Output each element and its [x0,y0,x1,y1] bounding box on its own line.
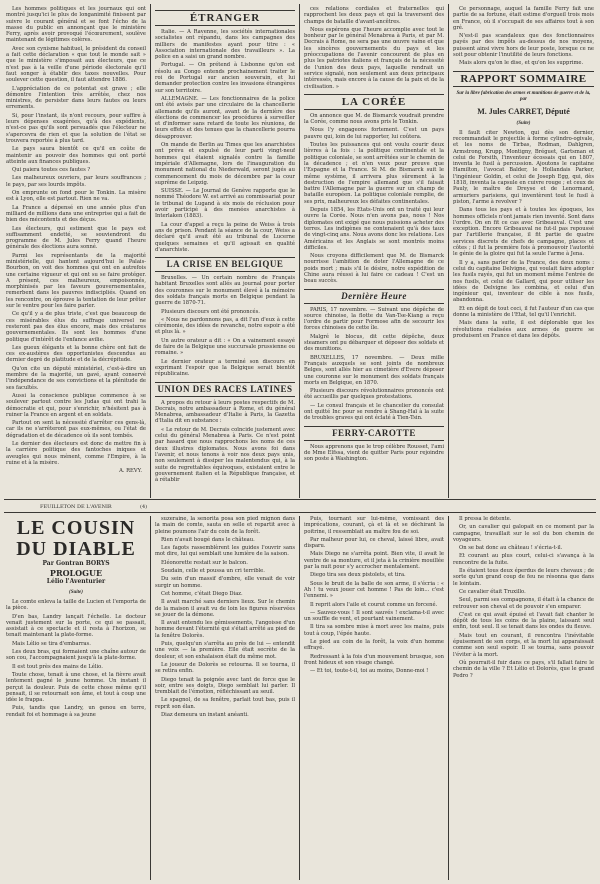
paragraph: Ils étaient tous deux éperdus de leurs chevaux ; de sorte qu'un grand coup de feu ne résonna que dans le lointain. [453,568,594,587]
section-title-etranger: ÉTRANGER [155,10,295,26]
paragraph: Le pied au coin de la forêt, la voix d'un homme effrayé. [304,639,444,652]
section-divider [4,512,596,513]
paragraph: Puis, tournant sur lui-même, vomissant des imprécations, courant, çà et là et se déchirant la poitrine, il ressemblait au maître fou de soi. [304,516,444,535]
feuilleton-suite: (Suite) [69,590,83,595]
paragraph: Qu'on cite un député ministériel, c'est-à-dire un membre de la majorité, un gavé, ayant conservé l'indépendance de ses convictions et la plénitude de ses facultés. [6,365,146,391]
column-divider [299,4,300,498]
paragraph: Toute chose, tenait à une chose, et la fièvre avait lentement gagné le jeune homme. Un instant il perçut la douleur. Puis de cette chose même qu'il pensait, il se retournait son âme, et tout à coup une idée le frappa. [6,671,146,704]
paragraph: Ce qu'il y a de plus triste, c'est que beaucoup de ces misérables élus du suffrage universel ne resteront pas des élus encore, mais des créatures gouvernementales. Ils sont les hommes d'une politique d'intérêt de l'enfance avilie. [6,311,146,343]
union-body [155,400,295,484]
feuilleton-label: FEUILLETON DE L'AVENIR [40,504,112,510]
section-divider [4,499,596,500]
feuilleton-body-4 [453,516,594,679]
paragraph: Le dernier orateur a terminé son discours en exprimant l'espoir que la Belgique serait bientôt républicaine. [155,358,295,378]
paragraph: SUISSE. — Le Journal de Genève rapporte que le nommé Théodore W. est arrivé au commissariat pour le tribunal de Lugand à six mois de réclusion pour avoir participé à des menées anarchistes à Interlaken (1883). [155,188,295,220]
paragraph: Depuis 1854, les Etats-Unis ont un traité qui leur ouvre la Corée. Nous n'en avons pas, nous ! Nos diplomates ont exigé que nous puissions acheter des terres. Les indigènes ne contenaient qu'à des taux de vingt-cinq ans. Nous avons donc les relations. Les Américains et les Anglais se sont montrés moins difficiles. [304,207,444,251]
column-divider [448,516,449,880]
paragraph: Ce cavalier était Truxillo. [459,588,526,595]
paragraph: — Et toi, toute-t-il, toi au moins, Donne-moi ! [310,668,429,675]
paragraph: Or, un cavalier qui galopait en ce moment par la campagne, travaillait sur le sol du bon chemin de voyageurs. [453,524,594,543]
paragraph: Il avait entendu les gémissements, l'angoisse d'un homme devant l'éternité qui s'était arrêté au pied de la fenêtre Dolorès. [155,620,295,639]
paragraph: La France a dépensé en une année plus d'un milliard de millions dans une entreprise qui a fait de bien des mécontents et des déçus. [6,204,146,224]
section-title-derniere-heure: Dernière Heure [304,289,444,304]
column-editorial [6,6,146,500]
paragraph: Mais tout en courant, il rencontra l'inévitable épuisement de son corps, et la mort lui apparaissait comme son seul espoir. Il se tourna, sans pouvoir l'éviter à la mort. [453,632,594,658]
paragraph: Mais dans la suite, il est déplorable que les révolutions réalisées aux armes de guerre se produisent en France et dans les dépôts. [453,320,594,339]
paragraph: Rien n'avait bougé dans le château. [161,536,255,543]
paragraph: Dans tous les pays et à toutes les époques, les hommes officiels n'ont jamais rien inventé. Sont dans l'ordre. On en fit ce cas avec Gribeauval. C'est une exception. Encore Gribeauval ne fut-il pas repoussé par l'artillerie française, il fit partie de quatre services discrets de chefs de campagne, places et côtes ; il fut la première fois à promouvoir l'autorité le génie de la gloire qui fut la seule l'arme à Jena. [453,207,594,258]
section-title-coree: LA CORÉE [304,94,444,110]
feuilleton-number: (4) [140,504,148,510]
etranger-body [155,29,295,253]
paragraph: — Sauvez-vous ! Il sont sauvés ! exclama-t-il avec un souffle de vent, et pourtant vainement. [304,609,444,623]
paragraph: Les hommes politiques et les journaux qui ont montré jusqu'ici le plus de longanimité finissent par suivre le courant général et se font l'écho de la masse du public en annonçant que le ministère Ferry, après avoir provoqué l'écœurement, soulève maintenant de légitimes colères. [6,6,146,44]
feuilleton-strip [0,502,600,512]
ferry-continued-body [453,6,594,67]
paragraph: Le dernier des électeurs est donc de mettre fin à la carrière politique des fantoches iniques et aveugles qui nous mènent, comme l'Empire, à la ruine et à la misère. [6,441,146,466]
paragraph: Mais Diego ne s'arrêta point. Bien vite, il avait le ventre de sa monture, et il jeta à la crinière mouillée par la nuit pour s'y accrocher mentalement. [304,551,444,571]
paragraph: Le joueur de Dolorès se retourna. Il se tourna, il se retira enfin. [155,661,295,675]
rapport-author: M. Jules CARRET, Député [477,106,570,116]
paragraph: PARIS, 17 novembre. — Suivant une dépêche de source chinoise, la flotte du Van-Tse-Kiang a reçu l'ordre de partir pour Formose afin de secourir les forces chinoises de cette île. [304,306,444,332]
feuilleton-body-3 [304,516,444,675]
paragraph: Ce personnage, auquel la famille Ferry fait une partie de sa fortune, était estime d'orgueil trois mois en France, où il s'occupait de ses affaires tout à son gré. [453,6,594,31]
paragraph: Plusieurs discours révolutionnaires prononcés ont été accueillis par quelques protestations. [304,388,444,401]
column-coree [304,6,444,500]
editorial-signature: A. REVY. [119,468,142,475]
feuilleton-column-2 [155,516,295,880]
section-title-crise-belgique: LA CRISE EN BELGIQUE [155,257,295,272]
paragraph: Mais Lélio se tira d'embarras. [12,640,91,647]
editorial-body [6,6,146,466]
paragraph: Toutes les puissances qui ont voulu courir deux lièvres à la fois : la politique continentale et la politique coloniale, se sont arrêtées sur le chemin de la décadence ; et n'en veux pour preuve que l'Espagne et la France. Si M. de Bismarck suit le même système, il arrivera plus sûrement à la destruction de l'empire allemand que s'il faisait battre l'Allemagne par la guerre sur un champ de bataille européen. La politique coloniale remplie, de ses prix, malheureux les défaites continentales. [304,142,444,205]
paragraph: Il fault citer Newton, qui dès son dernier, recommandait le projectile à forme cylindro-ogivale, et les noms de Tirbas, Rodman, Dahlgren, Armstrong, Krupp, Montigny, Bréguet, Gartsman et celui de Forsith, l'inventeur écossais qui en 1807, inventa le fusil à percussion. Ajoutons le capitaine Hamilton, l'avocat Balder, le Hollandais Parker, l'ingénieur Goldin, et celui de Joseph Egg, qui, dès 1818, inventa la capsule en cuivre rouge ; et ceux de Pauly, le maître de Dreyse et de Lenormand, armuriers parisiens, qui inventèrent tout le fusil à piston, l'arme à revolver ? [453,129,594,205]
paragraph: Nous espérons que l'heure accomplie avec tout le bonheur par le général Menabrea à Paris, et par M. Decrais à Rome, ne sera pas une œuvre vaine et que les sincères gouvernements du pays et les préoccupations de l'avenir concourent de plus en plus les patriotes italiens et français de la nécessité de l'union des deux pays, laquelle rendrait un service signalé, non seulement aux deux principaux intéressés, mais encore à la cause de la paix et de la civilisation. » [304,26,444,90]
paragraph: Les fagots rassemblèrent les guides l'ouvrir sans mot dire, lui qui semblait une lumière de la saison. [155,545,295,558]
column-divider [299,516,300,880]
paragraph: La cour d'appel a reçu la peine de Weiss à trois ans de prison. Pendant la séance de la cour, Weiss a déclaré qu'il avait été au tribunal de Lucerne quelques semaines et qu'il agissait en qualité d'anarchiste. [155,221,295,253]
ferry-carotte-body [304,444,444,463]
section-title-ferry-carotte: FERRY-CAROTTE [304,426,444,441]
paragraph: Il est tout près des mains de Lélio. [12,663,103,670]
paragraph: C'est ce qui avait épuisé et l'avait fait chanter le dépôt de tous les coins de la plaine, laissant seul enfin, tout seul. Il se tenait dans les ondes du fleuve. [453,611,594,631]
paragraph: Où pourrait-il fuir dans ce pays, s'il fallait faire le chemin de la ville ? Et Lélio et Dolorès, que le grand Pedro ? [453,659,594,679]
paragraph: Un autre orateur a dit : « On a vainement essayé de faire de la Belgique une succursale prussienne ou romaine. » [155,337,295,357]
feuilleton-body-1 [6,599,146,718]
paragraph: ces relations cordiales et fraternelles qui rapprochent les deux pays et qui la traversent des champs de bataille d'avant-ancêtres. [304,6,444,25]
paragraph: Le pays saura bientôt ce qu'il en coûte de maintenir au pouvoir des hommes qui ont porté atteinte aux finances publiques. [6,146,146,165]
rapport-subtitle: Sur la libre fabrication des armes et munitions de guerre et de la, par [456,90,591,102]
column-divider [150,516,151,880]
paragraph: Italie. — A Ravenne, les sociétés internationales socialistes ont répandu, dans les campagnes des milliers de manifestes ayant pour titre : « Association internationale des travailleurs ». La police en a saisi un grand nombre. [155,29,295,61]
paragraph: Les gueux élégants et la bonne chère ont fait de ces ex-austères des opportunistes descendus au dernier degré de platitude et de la décrépitude. [6,344,146,364]
feuilleton-body-2 [155,516,295,718]
crise-body [155,275,295,377]
feuilleton-title: LE COUSIN DU DIABLE [16,517,136,560]
paragraph: Parmi les représentants de la majorité ministérielle, qui hantent aujourd'hui le Palais-Bourbon, on voit des hommes qui ont en autrefois une certaine vigueur et qui ont su se faire protéger. A présent, ces malheureux, empoisonnés, morphinisés par les faveurs gouvernementales, remerbent dans les pauvres indiscipliés. Quand on les rencontre, on éprouve la tentation de leur prêter sur le ventre pour les faire parler. [6,252,146,310]
coree-body [304,113,444,285]
paragraph: ALLEMAGNE. — Les fonctionnaires de la police ont été avisés par une circulaire de la chancellerie allemande qu'ils auront, avant de la dernière des élections de commencer les procédures à surveiller et d'informer sans retard de toute les réunions, de leurs effets et des tenues que la chancellerie pourra désapprouver. [155,95,295,140]
paragraph: Mais alors qu'on le dise, et qu'on les supprime. [459,60,584,67]
feuilleton-column-3 [304,516,444,880]
paragraph: BRUXELLES, 17 novembre. — Deux mille Français auxquels se sont joints de nombreux Belges, sont allés hier au cimetière d'Evere déposer une couronne sur le monument des soldats français morts en Belgique, en 1870. [304,354,444,386]
paragraph: Et en dépit de tout ceci, il fut l'auteur d'un cas que donne la ministère de l'Etat, tel qu'il l'enrichit. [453,305,594,318]
column-foreign-news [155,6,295,500]
paragraph: On annonce que M. de Bismarck voudrait prendre la Corée, comme nous avons pris le Tonkin. [304,112,444,126]
paragraph: Le spagnol, de sa fenêtre, parlait tout bas, puis il reprit son élan. [155,697,295,710]
column-divider [448,4,449,498]
paragraph: Les malheureux ouvriers, par leurs souffrances ; le pays, par ses lourds impôts. [6,175,146,188]
paragraph: Et courant au plus court, celui-ci s'avança à la rencontre de la fuite. [453,553,594,566]
paragraph: D'en bas, Landry lançait l'échelle. Le docteur venait justement sur la porte, ce qui se passait, assistait à ce spectacle et il resta à l'horizon, se tenait maintenant la plate-forme. [6,613,146,639]
paragraph: « Nous ne pardonnons pas, a dit l'un d'eux à cette cérémonie, des idées de revanche, notre espoir a été et plus là. » [155,316,295,336]
paragraph: Le comte enleva la taille de Lucien et l'emporta de la pièce. [6,599,146,612]
paragraph: Malgré le blocus, dit cette dépêche, deux steamers ont pu débarquer et déposer des soldats et des munitions. [304,333,444,353]
paragraph: Par malheur pour lui, ce cheval, laissé libre, avait disparu. [304,536,444,550]
paragraph: Portugal. — On prétend à Lisbonne qu'on est résolu au Congo entends prochainement traiter le roi de Portugal sur ancien souverain, et lui demander protection contre les invasions étrangères sur son territoire. [155,62,295,94]
paragraph: Il y a, sans parler de la France, des deux noms : celui du capitaine Delvigne, qui voulait faire adopter les fusils rayés, qui fut un moment même l'entrée de nos fusils, et celui de Gallard, qui pour utiliser les idées de Delvigne les combina, et celui d'un ingénieur qui, inventeur de cible à nos fusils, abandonna. [453,259,594,304]
paragraph: Soudain, celle et poussa un cri terrible. [161,568,265,575]
union-continued-body [304,6,444,90]
column-rapport [453,6,594,500]
rapport-suite: (Suite) [516,120,531,126]
paragraph: Nous l'y engageons fortement. C'est un pays pauvre qui, loin de lui rapporter, lui coûtera. [304,127,444,140]
paragraph: Il pressa le détente. [459,516,512,522]
paragraph: On emprunte on fond pour le Tonkin. La misère est à Lyon, elle est partout. Rien ne va. [6,190,146,203]
paragraph: Cet homme, c'était Diego Diaz. [161,590,243,597]
feuilleton-column-1 [6,516,146,880]
feuilleton-part: PROLOGUE [49,568,103,578]
paragraph: Diego tenait la poignée avec tant de force que le soir, entre ses doigts, Diego semblait lui parler. Il tremblait de l'émotion, réfléchissant au seuil. [155,676,295,696]
paragraph: Diaz demeura un instant anéanti. [161,712,249,719]
paragraph: Avec son cynisme habituel, le président du conseil a fait cette déclaration « que tout le monde sait » que le ministère s'imposait aux électeurs, que ce n'est pas à la veille d'une période électorale qu'il faut songer à établir des taxes nouvelles. Pour soulever cette question, il faut attendre 1886. [6,45,146,84]
paragraph: A propos du retour à leurs postes respectifs de M. Decrais, notre ambassadeur à Rome, et du général Menabrea, ambassadeur d'Italie à Paris, la Gazetta d'Italia dit en substance : [155,399,295,425]
paragraph: — Le consul français et le chancelier du consulat ont quitté Inc pour se rendre à Shang-Haï à la suite de troubles graves qui ont éclaté à Tien-Tsin. [304,402,444,422]
paragraph: Redressant à la fois d'un mouvement brusque, son front hideux et son visage changé. [304,653,444,666]
paragraph: Si, pour l'instant, ils n'ont recours, pour suffire à leurs dépenses exagérées, qu'à des expédients, n'est-ce pas qu'ils sont persuadés que l'électeur ne s'apercevra de rien et que la solution de l'état se trouvera reportée à plus tard. [6,112,146,144]
section-title-rapport-sommaire: RAPPORT SOMMAIRE [453,71,594,87]
paragraph: Partout on sent la nécessité d'arrêter ces gens-là, car ils ne s'arrêteront pas eux-mêmes, ou l'état de dégradation et de décadence où ils sont tombés. [6,420,146,439]
paragraph: Sous le bruit de la balle de son arme, il s'écria : « Ah ! tu veux jouer cet homme ! Pas de loin... c'est l'ennemi. » [304,580,444,600]
paragraph: Nous apprenons que le trop célèbre Rousset, l'ami de Mme Elfssa, vient de quitter Paris pour rejoindre son poste à Washington. [304,443,444,463]
paragraph: Du sein d'un massif d'ombre, elle venait de voir surgir un homme. [155,576,295,589]
paragraph: N'est-il pas scandaleux que des fonctionnaires payés par des impôts au-dessus de nos moyens, puissent ainsi vivre hors de leur poste, lorsque ce ne soit pour obtenir l'inutilité de leurs fonctions. [453,33,594,59]
paragraph: Plusieurs discours ont été prononcés. [161,308,260,315]
paragraph: Nous croyons difficilement que M. de Bismarck nourrisse l'ambition de doter l'Allemagne de ce poids mort ; mais s'il le désire, notre expédition de Chine aura réussi à lui faire ce cadeau ! C'est un beau succès. [304,253,444,285]
column-divider [150,4,151,498]
paragraph: Il reprit alors l'aile et courut comme un forcené. [310,601,438,608]
feuilleton-author: Par Gontran BORYS [42,560,110,567]
rapport-body [453,130,594,340]
paragraph: Eléonorette restait sur le balcon. [161,559,248,566]
paragraph: On se bat donc au château ! s'écria-t-il. [459,545,563,552]
paragraph: Aussi la conscience publique commence à se soulever partout contre les Judas qui ont trahi la démocratie et qui, pour s'enrichir, n'hésitent pas à ruiner la France en argent et en soldats. [6,392,146,418]
paragraph: Bruxelles. — Un certain nombre de Français habitant Bruxelles sont allés au journal pour porter des couronnes sur le monument élevé à la mémoire des soldats français morts en Belgique pendant la guerre de 1870-71. [155,275,295,307]
paragraph: Puis, tandis que Landry, un genou en terre, rendait foi et hommage à sa jeune [6,705,146,718]
paragraph: Diego tira ses deux pistolets, et tira. [310,572,406,579]
feuilleton-chapter: Lélio l'Aventurier [46,578,106,585]
paragraph: Puis, quelqu'un s'arrêta au près de lui — entendit une voix — la première. Elle était secrète de la douleur, et son exhalaison était du même mot. [155,641,295,660]
paragraph: « Le retour de M. Decrais coïncide justement avec celui du général Menabrea à Paris. Ce n'est point par hasard que nous rapprochons les noms de ces deux illustres diplomates. Nous avons foi dans l'avenir, et nous tenons à voir nos deux pays unis, non seulement à dissiper les malentendus qui, à la suite de regrettables équivoques, existaient entre le gouvernement italien et la République française, et à rétablir [155,426,295,484]
paragraph: On mande de Berlin au Times que les anarchistes ont prévu et expulsé de leur parti vingt-neuf hommes qui étaient signalés contre la famille impériale d'Allemagne, lors de l'inauguration du monument national du Niederwald, seront jugés au commencement du mois de décembre par la cour suprême de Leipzig. [155,142,295,186]
paragraph: Seul, parmi ses compagnons, il était à la chance de retrouver son cheval et de pouvoir s'en emparer. [453,597,594,610]
feuilleton-column-4 [453,516,594,880]
paragraph: Les deux bras, qui formaient une chaîne autour de son cou, l'accompagnaient jusqu'à la plate-forme. [6,649,146,662]
paragraph: Il tira sa sombre mise à mort avec les mains, puis tout à coup, l'épée haute. [304,624,444,637]
paragraph: Qui paiera toutes ces fautes ? [12,167,91,174]
section-title-union-races-latines: UNION DES RACES LATINES [155,382,295,397]
paragraph: L'appréciation de ce potentat est grave ; elle démontre l'intention très arrêtée, chez nos ministres, de persister dans leurs fautes ou leurs errements. [6,85,146,111]
derniere-heure-body [304,307,444,422]
paragraph: Il avait marché sans derniers lieux. Sur le chemin de la maison il avait vu de loin les figures réservées se jouer de la démone. [155,599,295,618]
paragraph: Les électeurs, qui estiment que le pays est suffisamment endetté, se souviendront du programme de M. Jules Ferry quand l'heure générale des élections aura sonné. [6,225,146,251]
paragraph: suzeraine, la senorita posa son pied mignon dans la main de comte, sauta en selle et repartit avec à pleine poumons l'air du coin de la forêt. [155,516,295,535]
